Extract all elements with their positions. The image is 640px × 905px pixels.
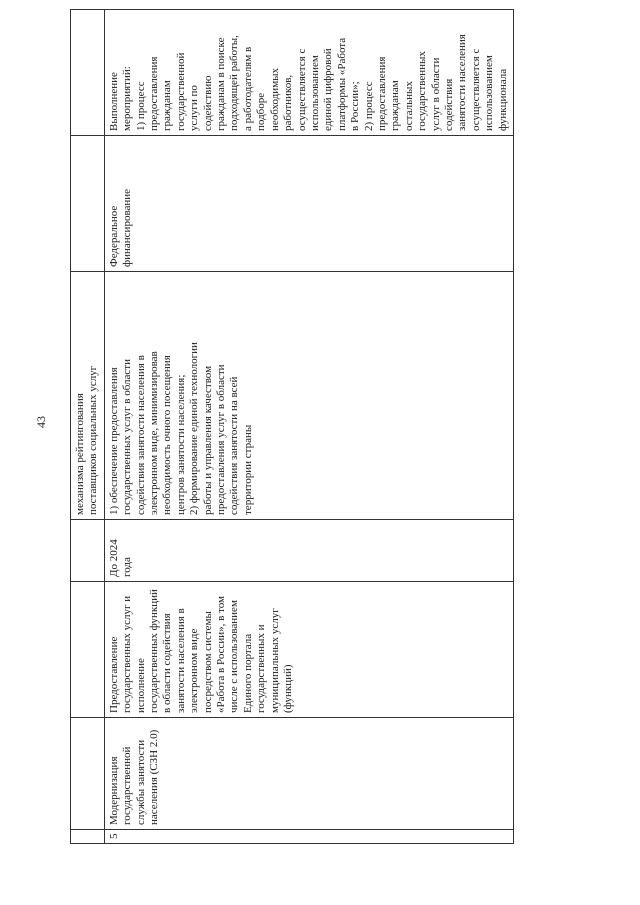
note-cell [104,10,513,136]
note-line: государственной [174,52,187,131]
result-line: содействия занятости населения в [134,355,147,515]
note-line: использованием [483,55,496,131]
cont-cell-note [71,10,105,136]
note-line: остальных [402,81,415,131]
page-number: 43 [34,416,48,428]
result-line: территории страны [241,424,254,515]
note-line: работников, [282,74,295,131]
result-line: предоставления услуг в области [215,364,228,515]
note-line: 2) процесс [362,81,375,131]
table-container [70,10,618,844]
note-line: гражданам в поиске [215,37,228,131]
continuation-row [71,10,105,844]
result-line: необходимость очного посещения [161,355,174,515]
result-line: работы и управления качеством [201,365,214,515]
note-line: услуги по [188,85,201,131]
note-line: использованием [308,55,321,131]
note-line: а работодателям в [241,46,254,131]
financing-cell [104,136,513,272]
cont-cell-result [71,272,105,520]
term-cell: До 2024 года [104,520,513,582]
note-line: содействию [201,75,214,131]
rotated-page-area [70,10,618,844]
result-line: государственных услуг в области [121,359,134,515]
note-line: содействия [442,78,455,131]
note-line: осуществляется с [295,48,308,131]
note-line: Выполнение [107,72,120,131]
note-line: подборе [255,92,268,131]
note-line: гражданам [161,80,174,131]
result-cell [104,272,513,520]
note-line: в России»; [349,81,362,131]
continuation-line: поставщиков социальных услуг [87,365,100,515]
note-line: необходимых [268,67,281,131]
measure-name: Модернизация государственной службы занятости населения (СЗН 2.0) [104,718,513,830]
result-line: центров занятости населения; [174,374,187,515]
continuation-line: механизма рейтингования [74,393,86,515]
result-line: содействия занятости на всей [228,376,241,515]
note-line: мероприятий: [121,66,134,131]
note-line: подходящей работы, [228,35,241,131]
cont-cell-fin [71,136,105,272]
result-line: 1) обеспечение предоставления [107,367,120,515]
table-row [104,10,513,844]
financing-line: финансирование [121,188,134,267]
note-line: функционала [496,68,509,131]
financing-line: Федеральное [107,205,120,267]
note-line: единой цифровой [322,48,335,131]
note-line: предоставления [148,56,161,131]
note-line: платформы «Работа [335,37,348,131]
cont-cell-name [71,718,105,830]
note-line: занятости населения [456,34,469,131]
result-line: электронном виде, минимизировав [148,351,161,515]
note-line: предоставления [375,56,388,131]
cont-cell-num [71,830,105,844]
note-line: государственных [416,51,429,131]
row-number: 5 [104,830,513,844]
note-line: услуг в области [429,57,442,131]
cont-cell-term [71,520,105,582]
note-line: осуществляется с [469,48,482,131]
cont-cell-service [71,582,105,718]
note-line: 1) процесс [134,81,147,131]
result-line: 2) формирование единой технологии [188,342,201,515]
measures-table [70,9,514,844]
note-line: гражданам [389,80,402,131]
service-description: Предоставление государственных услуг и исполнение государственных функций в области содействия занятости населения в электронном виде посредством системы «Работа в России», в том числе с использованием Единого портала государственных и муниципальных услуг (функций) [104,582,513,718]
